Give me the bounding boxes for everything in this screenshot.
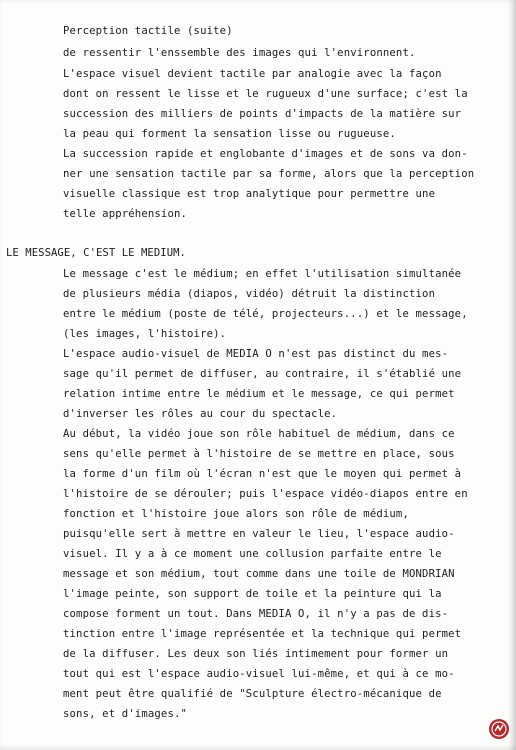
paragraph-line: sens qu'elle permet à l'histoire de se mettre en place, sous bbox=[63, 448, 455, 460]
section2-heading: LE MESSAGE, C'EST LE MEDIUM. bbox=[6, 247, 186, 259]
paragraph-line: ment peut être qualifié de "Sculpture électro-mécanique de bbox=[63, 688, 442, 700]
red-circular-stamp-icon bbox=[488, 718, 510, 740]
paragraph-line: la forme d'un film où l'écran n'est que le moyen qui permet à bbox=[63, 468, 462, 480]
paragraph-line: entre le médium (poste de télé, projecteurs...) et le message, bbox=[63, 308, 468, 320]
paragraph-line: d'inverser les rôles au cour du spectacle. bbox=[63, 408, 338, 420]
paragraph-line: L'espace visuel devient tactile par analogie avec la façon bbox=[63, 68, 442, 80]
paragraph-line: Le message c'est le médium; en effet l'utilisation simultanée bbox=[63, 268, 462, 280]
paragraph-line: puisqu'elle sert à mettre en valeur le lieu, l'espace audio- bbox=[63, 528, 455, 540]
paragraph-line: fonction et l'histoire joue alors son rôle de médium, bbox=[63, 508, 409, 520]
paragraph-line: l'histoire de se dérouler; puis l'espace vidéo-diapos entre en bbox=[63, 488, 468, 500]
paragraph-line: L'espace audio-visuel de MEDIA O n'est pas distinct du mes- bbox=[63, 348, 449, 360]
paragraph-line: de ressentir l'enssemble des images qui l'environnent. bbox=[63, 47, 416, 59]
paragraph-line: dont on ressent le lisse et le rugueux d'une surface; c'est la bbox=[63, 88, 468, 100]
paragraph-line: telle appréhension. bbox=[63, 208, 188, 220]
page-edge-shadow bbox=[508, 0, 516, 750]
paragraph-line: (les images, l'histoire). bbox=[63, 328, 227, 340]
paragraph-line: tout qui est l'espace audio-visuel lui-même, et qui à ce mo- bbox=[63, 668, 455, 680]
paragraph-line: visuel. Il y a à ce moment une collusion parfaite entre le bbox=[63, 548, 442, 560]
paragraph-line: succession des milliers de points d'impacts de la matière sur bbox=[63, 108, 462, 120]
paragraph-line: compose forment un tout. Dans MEDIA O, il n'y a pas de dis- bbox=[63, 608, 449, 620]
paragraph-line: de plusieurs média (diapos, vidéo) détruit la distinction bbox=[63, 288, 436, 300]
paragraph-line: de la diffuser. Les deux son liés intimement pour former un bbox=[63, 648, 449, 660]
paragraph-line: tinction entre l'image représentée et la technique qui permet bbox=[63, 628, 462, 640]
paragraph-line: la peau qui forment la sensation lisse ou rugueuse. bbox=[63, 128, 396, 140]
paragraph-line: message et son médium, tout comme dans une toile de MONDRIAN bbox=[63, 568, 455, 580]
paragraph-line: sage qu'il permet de diffuser, au contraire, il s'établié une bbox=[63, 368, 462, 380]
section1-title: Perception tactile (suite) bbox=[63, 25, 233, 37]
paragraph-line: Au début, la vidéo joue son rôle habituel de médium, dans ce bbox=[63, 428, 455, 440]
paragraph-line: La succession rapide et englobante d'images et de sons va don- bbox=[63, 148, 468, 160]
paragraph-line: ner une sensation tactile par sa forme, alors que la perception bbox=[63, 168, 475, 180]
paragraph-line: l'image peinte, son support de toile et la peinture qui la bbox=[63, 588, 442, 600]
paragraph-line: visuelle classique est trop analytique pour permettre une bbox=[63, 188, 436, 200]
paragraph-line: relation intime entre le médium et le message, ce qui permet bbox=[63, 388, 455, 400]
paragraph-line: sons, et d'images." bbox=[63, 708, 188, 720]
